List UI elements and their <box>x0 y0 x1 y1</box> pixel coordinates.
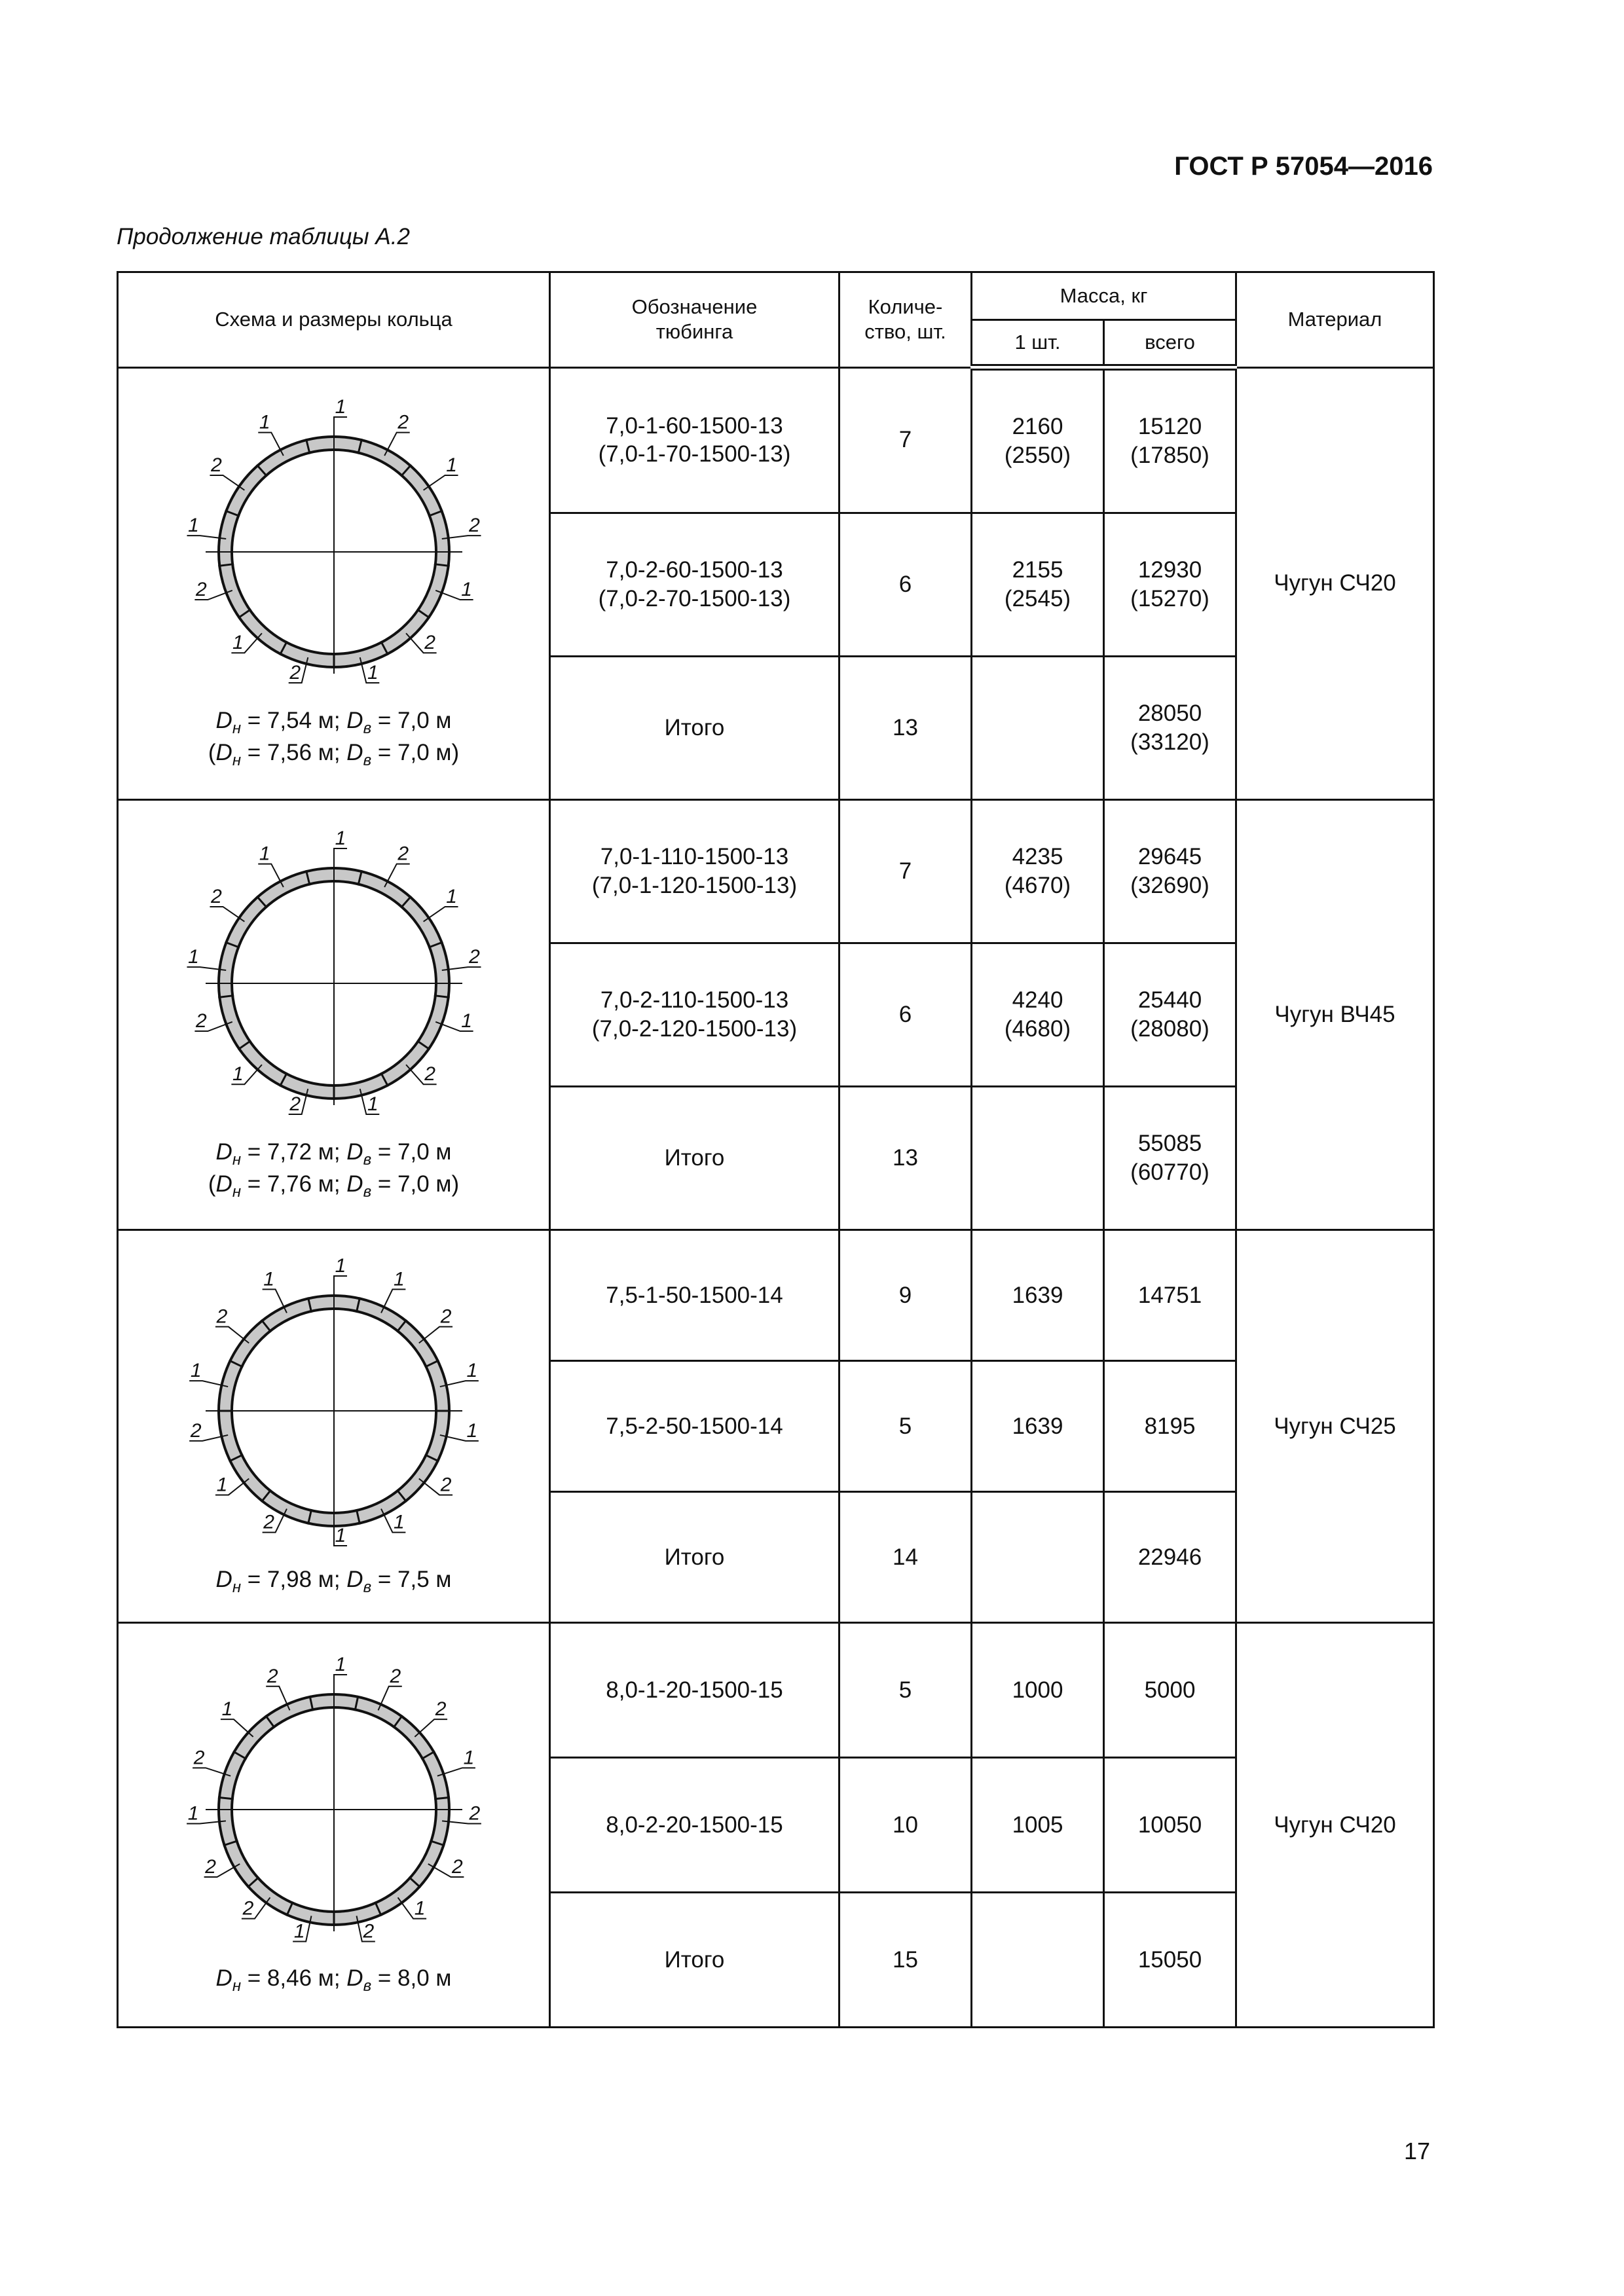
mass-total: 12930 (15270) <box>1104 513 1236 657</box>
ring-dimensions-line: $D_н = 7,98$ м; $D_в = 7,5$ м <box>215 1567 452 1596</box>
mass-per-unit: 1639 <box>972 1230 1104 1361</box>
mass-total: 8195 <box>1104 1361 1236 1492</box>
segment-quantity: 5 <box>840 1361 972 1492</box>
segment-type-label: 2 <box>440 1474 451 1496</box>
segment-type-label: 1 <box>216 1474 227 1496</box>
header-mass-total: всего <box>1104 320 1236 368</box>
header-mass: Масса, кг <box>972 272 1236 320</box>
outer-diameter: 7,56 <box>267 740 312 766</box>
segment-type-label: 2 <box>424 1063 435 1085</box>
segment-type-label: 2 <box>468 946 480 968</box>
ring-dimensions <box>119 1964 549 1996</box>
mass-total: 15120 (17850) <box>1104 367 1236 513</box>
outer-diameter: 7,54 <box>267 708 312 734</box>
standard-id: ГОСТ Р 57054—2016 <box>1174 152 1433 181</box>
segment-quantity: 6 <box>840 943 972 1087</box>
segment-type-label: 1 <box>293 1920 305 1942</box>
segment-type-label: 2 <box>397 843 409 865</box>
header-quantity: Количе-ство, шт. <box>840 272 972 368</box>
table-row <box>118 1623 1434 1758</box>
segment-type-label: 2 <box>469 1802 480 1825</box>
page-number: 17 <box>1403 2138 1430 2164</box>
material-cell: Чугун СЧ20 <box>1236 1623 1434 2028</box>
mass-total: 10050 <box>1104 1758 1236 1893</box>
segment-quantity: 7 <box>840 800 972 943</box>
segment-type-label: 1 <box>466 1360 477 1382</box>
segment-quantity: 13 <box>840 1087 972 1230</box>
segment-type-label: 1 <box>367 1093 378 1116</box>
mass-per-unit: 4240 (4680) <box>972 943 1104 1087</box>
segment-type-label: 2 <box>289 1093 301 1116</box>
table-row <box>118 367 1434 513</box>
outer-diameter: 7,98 <box>267 1567 312 1592</box>
ring-dimensions-line: ($D_н = 7,76$ м; $D_в = 7,0$ м) <box>208 1171 460 1201</box>
segment-type-label: 1 <box>335 1654 346 1675</box>
segment-type-label: 1 <box>414 1897 425 1920</box>
segment-type-label: 2 <box>440 1305 451 1328</box>
segment-type-label: 2 <box>193 1747 204 1769</box>
header-material: Материал <box>1236 272 1434 368</box>
header-mass-one: 1 шт. <box>972 320 1104 368</box>
segment-type-label: 1 <box>445 454 457 477</box>
inner-diameter: 7,0 <box>397 740 430 766</box>
segment-type-label: 1 <box>187 515 199 537</box>
segment-designation: 7,5-1-50-1500-14 <box>550 1230 840 1361</box>
segment-type-label: 1 <box>393 1511 405 1533</box>
segment-type-label: 2 <box>389 1665 401 1687</box>
segment-designation: Итого <box>550 1492 840 1623</box>
segment-type-label: 2 <box>190 1419 202 1442</box>
segment-type-label: 1 <box>190 1360 202 1382</box>
segment-type-label: 2 <box>397 411 409 433</box>
segment-type-label: 1 <box>263 1268 274 1290</box>
segment-designation: 7,0-1-110-1500-13 (7,0-1-120-1500-13) <box>550 800 840 943</box>
inner-diameter: 8,0 <box>397 1965 430 1991</box>
mass-total: 25440 (28080) <box>1104 943 1236 1087</box>
segment-quantity: 7 <box>840 367 972 513</box>
mass-total: 29645 (32690) <box>1104 800 1236 943</box>
segment-designation: Итого <box>550 657 840 800</box>
segment-designation: Итого <box>550 1087 840 1230</box>
mass-total: 15050 <box>1104 1893 1236 2028</box>
segment-designation: 7,0-2-60-1500-13 (7,0-2-70-1500-13) <box>550 513 840 657</box>
ring-dimensions <box>119 1565 549 1597</box>
ring-dimensions <box>119 706 549 771</box>
header-scheme: Схема и размеры кольца <box>118 272 550 368</box>
segment-type-label: 2 <box>451 1856 463 1878</box>
mass-total: 55085 (60770) <box>1104 1087 1236 1230</box>
ring-dimensions-line: ($D_н = 7,56$ м; $D_в = 7,0$ м) <box>208 740 460 770</box>
mass-per-unit: 1005 <box>972 1758 1104 1893</box>
dims-open: ( <box>208 1171 216 1197</box>
mass-per-unit <box>972 1087 1104 1230</box>
mass-per-unit: 1639 <box>972 1361 1104 1492</box>
outer-diameter: 8,46 <box>267 1965 312 1991</box>
ring-diagram <box>187 1654 480 1961</box>
segment-type-label: 2 <box>210 454 222 477</box>
ring-scheme-cell <box>118 1230 550 1623</box>
segment-quantity: 10 <box>840 1758 972 1893</box>
mass-per-unit: 1000 <box>972 1623 1104 1758</box>
segment-type-label: 1 <box>335 396 346 418</box>
mass-total: 28050 (33120) <box>1104 657 1236 800</box>
segment-type-label: 1 <box>259 843 270 865</box>
segment-type-label: 2 <box>263 1511 274 1533</box>
segment-type-label: 2 <box>468 515 480 537</box>
segment-type-label: 2 <box>210 885 222 907</box>
material-cell: Чугун СЧ25 <box>1236 1230 1434 1623</box>
ring-scheme-cell <box>118 1623 550 2028</box>
segment-quantity: 6 <box>840 513 972 657</box>
inner-diameter: 7,0 <box>397 1171 430 1197</box>
ring-diagram <box>190 1255 478 1563</box>
segment-quantity: 15 <box>840 1893 972 2028</box>
material-cell: Чугун СЧ20 <box>1236 367 1434 800</box>
mass-total: 22946 <box>1104 1492 1236 1623</box>
segment-type-label: 1 <box>393 1268 405 1290</box>
segment-type-label: 1 <box>367 662 378 684</box>
ring-dimensions-line: $D_н = 8,46$ м; $D_в = 8,0$ м <box>215 1965 452 1995</box>
segment-type-label: 1 <box>463 1747 474 1769</box>
mass-total: 14751 <box>1104 1230 1236 1361</box>
segment-quantity: 9 <box>840 1230 972 1361</box>
dims-close: ) <box>451 1171 460 1197</box>
segment-type-label: 1 <box>460 579 472 601</box>
segment-type-label: 2 <box>424 632 435 654</box>
table-row <box>118 800 1434 943</box>
segment-designation: 7,0-2-110-1500-13 (7,0-2-120-1500-13) <box>550 943 840 1087</box>
segment-type-label: 2 <box>289 662 301 684</box>
ring-dimensions-line: $D_н = 7,72$ м; $D_в = 7,0$ м <box>215 1139 452 1169</box>
mass-per-unit <box>972 1492 1104 1623</box>
segment-type-label: 1 <box>335 1525 346 1546</box>
segment-type-label: 1 <box>187 946 199 968</box>
segment-type-label: 2 <box>267 1665 278 1687</box>
segment-type-label: 1 <box>187 1802 198 1825</box>
segment-type-label: 1 <box>335 1255 346 1277</box>
ring-diagram <box>187 396 480 704</box>
table-row <box>118 1230 1434 1361</box>
segment-type-label: 2 <box>435 1698 446 1721</box>
table-body <box>118 367 1434 2028</box>
segment-type-label: 1 <box>460 1010 472 1032</box>
outer-diameter: 7,76 <box>267 1171 312 1197</box>
inner-diameter: 7,0 <box>397 1139 430 1165</box>
material-cell: Чугун ВЧ45 <box>1236 800 1434 1230</box>
segment-type-label: 2 <box>204 1856 216 1878</box>
outer-diameter: 7,72 <box>267 1139 312 1165</box>
ring-dimensions-line: $D_н = 7,54$ м; $D_в = 7,0$ м <box>215 708 452 738</box>
segment-ring-table <box>117 271 1435 2028</box>
ring-scheme-cell <box>118 800 550 1230</box>
segment-designation: 7,0-1-60-1500-13 (7,0-1-70-1500-13) <box>550 367 840 513</box>
segment-type-label: 1 <box>232 1063 244 1085</box>
mass-per-unit <box>972 657 1104 800</box>
segment-type-label: 1 <box>466 1419 477 1442</box>
segment-type-label: 1 <box>335 828 346 849</box>
mass-total: 5000 <box>1104 1623 1236 1758</box>
inner-diameter: 7,0 <box>397 708 430 734</box>
segment-designation: 7,5-2-50-1500-14 <box>550 1361 840 1492</box>
segment-type-label: 2 <box>216 1305 227 1328</box>
ring-scheme-cell <box>118 367 550 800</box>
segment-type-label: 2 <box>195 1010 207 1032</box>
segment-type-label: 2 <box>362 1920 374 1942</box>
segment-quantity: 13 <box>840 657 972 800</box>
segment-type-label: 2 <box>195 579 207 601</box>
ring-dimensions <box>119 1138 549 1202</box>
segment-quantity: 5 <box>840 1623 972 1758</box>
table-continuation-caption: Продолжение таблицы А.2 <box>117 224 410 249</box>
mass-per-unit: 2155 (2545) <box>972 513 1104 657</box>
segment-quantity: 14 <box>840 1492 972 1623</box>
segment-type-label: 2 <box>242 1897 253 1920</box>
segment-designation: Итого <box>550 1893 840 2028</box>
segment-type-label: 1 <box>445 885 457 907</box>
segment-designation: 8,0-1-20-1500-15 <box>550 1623 840 1758</box>
mass-per-unit <box>972 1893 1104 2028</box>
header-designation: Обозначение тюбинга <box>550 272 840 368</box>
segment-type-label: 1 <box>232 632 244 654</box>
ring-diagram <box>187 828 480 1135</box>
segment-type-label: 1 <box>221 1698 232 1721</box>
segment-designation: 8,0-2-20-1500-15 <box>550 1758 840 1893</box>
dims-close: ) <box>451 740 460 766</box>
dims-open: ( <box>208 740 216 766</box>
mass-per-unit: 4235 (4670) <box>972 800 1104 943</box>
segment-type-label: 1 <box>259 411 270 433</box>
inner-diameter: 7,5 <box>397 1567 430 1592</box>
mass-per-unit: 2160 (2550) <box>972 367 1104 513</box>
